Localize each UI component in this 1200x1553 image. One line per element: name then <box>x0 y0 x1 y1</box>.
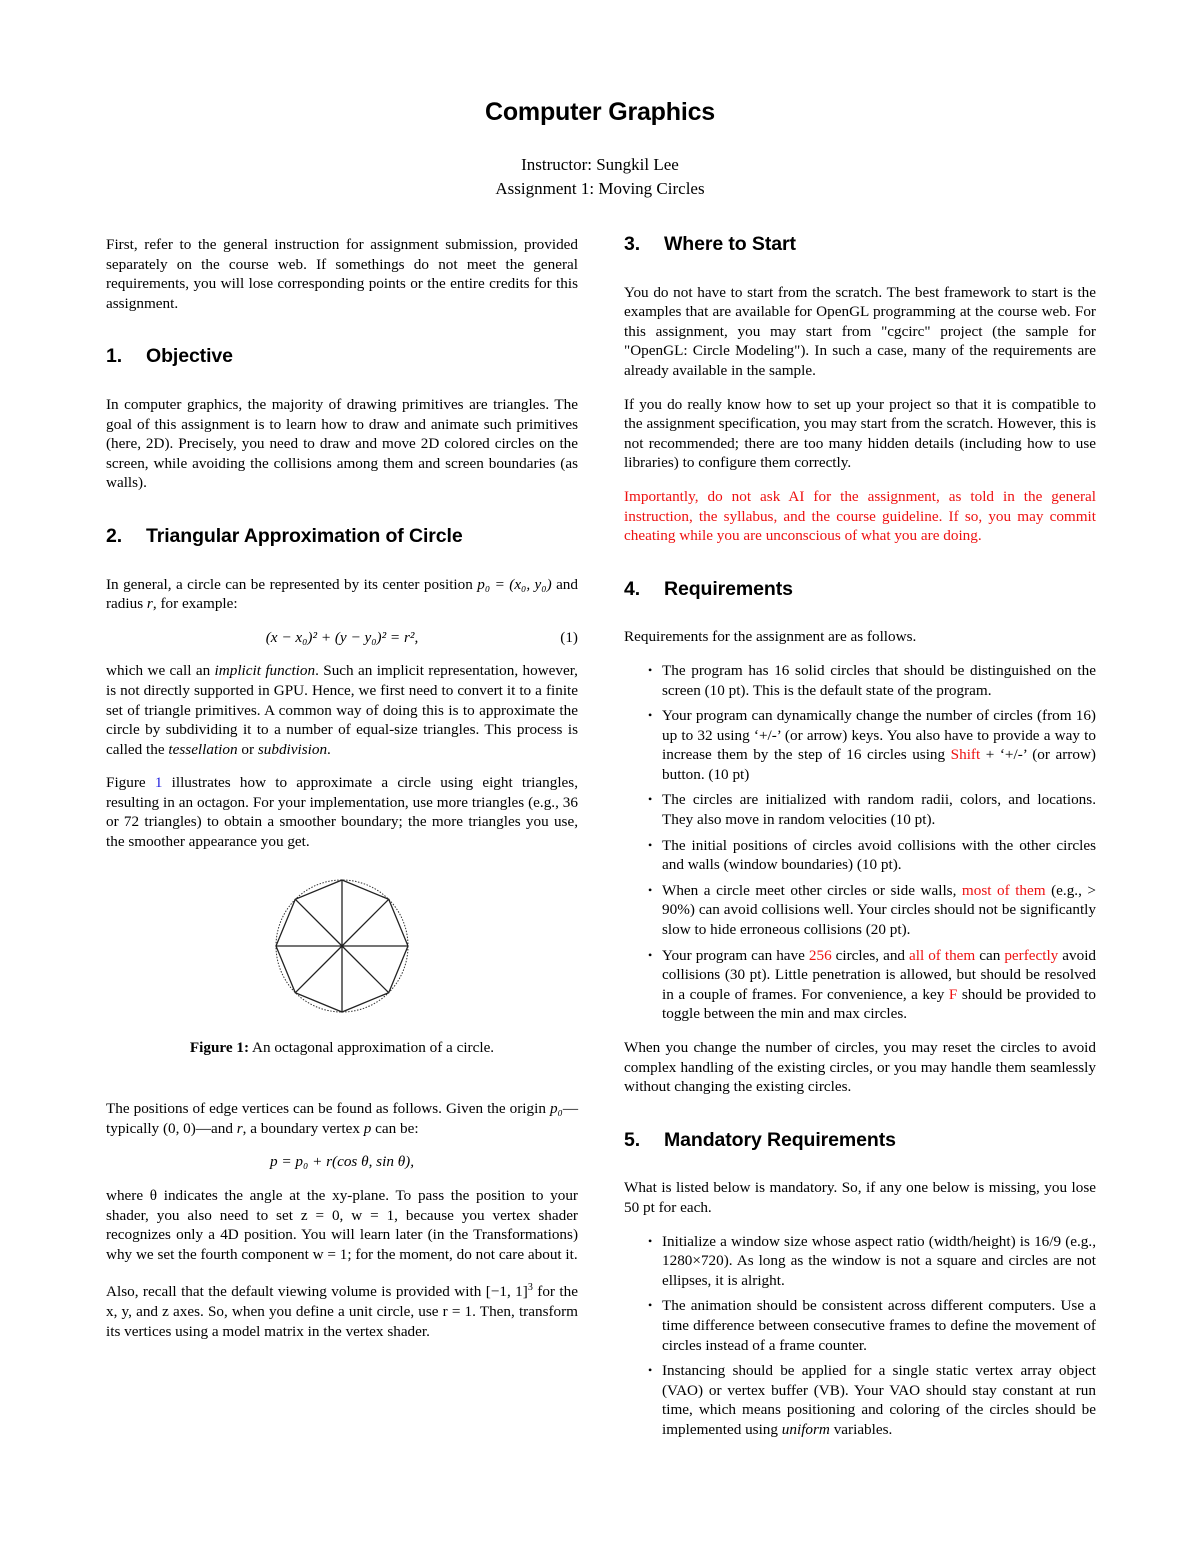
equation-1 <box>106 628 578 648</box>
ai-warning-paragraph: Importantly, do not ask AI for the assignment, as told in the general instruction, the syllabus, and the course guideline. If so, you may commit cheating while you are unconscious of what you are doing. <box>624 487 1096 545</box>
mandatory-list <box>624 1232 1096 1440</box>
section-objective <box>106 347 578 493</box>
equation-number: (1) <box>560 628 578 646</box>
caption-text: An octagonal approximation of a circle. <box>249 1038 495 1056</box>
section-number: 3. <box>624 233 641 255</box>
section-requirements <box>624 577 1097 1097</box>
instructor-line: Instructor: Sungkil Lee <box>521 155 679 174</box>
list-item: • Instancing should be applied for a single static vertex array object (VAO) or vertex buffer (VB). Your VAO should stay constant at run time, which means positioning and coloring of the circles should be implemented using uniform variables. <box>662 1361 1096 1439</box>
paragraph: What is listed below is mandatory. So, if any one below is missing, you lose 50 pt for each. <box>624 1179 1096 1216</box>
spoke <box>342 899 389 946</box>
equation-text: (x − x₀)² + (y − y₀)² = r², <box>265 628 419 646</box>
section-title: Requirements <box>664 577 793 600</box>
section-heading <box>106 524 578 547</box>
paragraph: The positions of edge vertices can be found as follows. Given the origin p₀—typically (0, 0)—and r, a boundary vertex p can be: <box>106 1100 578 1137</box>
section-title: Triangular Approximation of Circle <box>146 524 463 547</box>
section-where-to-start <box>624 235 1096 546</box>
document-title: Computer Graphics <box>485 98 715 126</box>
paragraph: In general, a circle can be represented by its center position p₀ = (x₀, y₀) and radius r, for example: <box>106 575 578 613</box>
paragraph: where θ indicates the angle at the xy-plane. To pass the position to your shader, you also need to set z = 0, w = 1, because you vertex shader recognizes only a 4D position. You will learn later (in the Transformations) why we set the fourth component w = 1; for the moment, do not care about it. <box>106 1187 578 1263</box>
octagon-figure <box>272 876 412 1016</box>
section-triangular-approximation <box>106 524 578 1341</box>
paragraph: Figure 1 illustrates how to approximate a circle using eight triangles, resulting in an octagon. For your implementation, use more triangles (e.g., 36 or 72 triangles) to obtain a smoother boundary; the more triangles you use, the smoother appearance you get. <box>106 774 578 851</box>
spoke <box>295 899 342 946</box>
figure-1 <box>106 876 578 1058</box>
paragraph: When you change the number of circles, you may reset the circles to avoid complex handling of the existing circles, or you may handle them seamlessly without changing the existing circles. <box>624 1039 1096 1096</box>
title-block <box>0 98 1200 201</box>
paragraph: which we call an implicit function. Such an implicit representation, however, is not directly supported in GPU. Hence, we first need to convert it to a finite set of triangle primitives. A common way of doing this is to approximate the circle by subdividing it to a number of equal-size triangles. This process is called the tessellation or subdivision. <box>106 662 578 758</box>
section-title: Where to Start <box>664 233 796 255</box>
list-item: • The initial positions of circles avoid collisions with the other circles and walls (window boundaries) (10 pt). <box>662 836 1096 875</box>
spoke <box>295 946 342 993</box>
section-heading <box>624 235 1096 255</box>
list-item: • The animation should be consistent across different computers. Use a time difference between consecutive frames to define the movement of circles instead of a frame counter. <box>662 1296 1096 1355</box>
section-title: Mandatory Requirements <box>664 1128 896 1151</box>
paragraph: You do not have to start from the scratch. The best framework to start is the examples that are available for OpenGL programming at the course web. For this assignment, you may start from "cgcirc" project (the sample for "OpenGL: Circle Modeling"). In such a case, many of the requirements are already available in the sample. <box>624 283 1096 379</box>
math-inline: r <box>146 595 153 613</box>
list-item: • Your program can dynamically change the number of circles (from 16) up to 32 using ‘+/-’ (or arrow) keys. You also have to provide a way to increase them by the step of 16 circles using Shift + ‘+/-’ (or arrow) button. (10 pt) <box>662 706 1096 784</box>
section-mandatory-requirements <box>624 1128 1096 1440</box>
section-title: Objective <box>146 345 233 368</box>
left-column <box>106 235 578 1355</box>
list-item: • The circles are initialized with random radii, colors, and locations. They also move in random velocities (10 pt). <box>662 790 1096 829</box>
section-number: 5. <box>624 1128 641 1151</box>
section-heading <box>106 347 578 367</box>
list-item: • Your program can have 256 circles, and all of them can perfectly avoid collisions (30 pt). Little penetration is allowed, but should be resolved in a couple of frames. For convenience, a key F should be provided to toggle between the min and max circles. <box>662 946 1096 1024</box>
equation-text: p = p₀ + r(cos θ, sin θ), <box>269 1153 415 1171</box>
section-number: 4. <box>624 577 641 600</box>
figure-reference-link[interactable]: 1 <box>154 774 163 792</box>
requirements-list <box>624 661 1096 1024</box>
figure-caption <box>106 1038 578 1058</box>
assignment-line: Assignment 1: Moving Circles <box>495 179 705 198</box>
objective-paragraph: In computer graphics, the majority of drawing primitives are triangles. The goal of this assignment is to learn how to draw and animate such primitives (here, 2D). Precisely, you need to draw and move 2D colored circles on the screen, while avoiding the collisions among them and screen boundaries (as walls). <box>106 395 578 492</box>
list-item: • The program has 16 solid circles that should be distinguished on the screen (10 pt). This is the default state of the program. <box>662 661 1096 700</box>
intro-paragraph: First, refer to the general instruction for assignment submission, provided separately on the course web. If somethings do not meet the general requirements, you will lose corresponding points or the entire credits for this assignment. <box>106 236 578 312</box>
section-heading <box>624 577 1096 600</box>
list-item: • Initialize a window size whose aspect ratio (width/height) is 16/9 (e.g., 1280×720). As long as the window is not a square and circles are not ellipses, it is alright. <box>662 1232 1096 1291</box>
right-column <box>624 235 1096 1454</box>
list-item: • When a circle meet other circles or side walls, most of them (e.g., > 90%) can avoid collisions well. Your circles should not be significantly slow to hide erroneous collisions (20 pt). <box>662 881 1096 940</box>
paragraph: Also, recall that the default viewing volume is provided with [−1, 1]$^3$ for the x, y, and z axes. So, when you define a unit circle, use r = 1. Then, transform its vertices using a model matrix in the vertex shader. <box>106 1282 578 1340</box>
equation-2 <box>106 1152 578 1172</box>
math-inline: p₀ = (x₀, y₀) <box>477 575 552 593</box>
section-number: 2. <box>106 524 123 547</box>
caption-label: Figure 1: <box>189 1038 250 1056</box>
paragraph: Requirements for the assignment are as follows. <box>624 628 917 646</box>
section-heading <box>624 1128 1096 1151</box>
spoke <box>342 946 389 993</box>
paragraph: If you do really know how to set up your project so that it is compatible to the assignment specification, you may start from the scratch. However, this is not recommended; there are too many hidden details (including how to use libraries) to configure them correctly. <box>624 395 1096 472</box>
section-number: 1. <box>106 345 123 368</box>
